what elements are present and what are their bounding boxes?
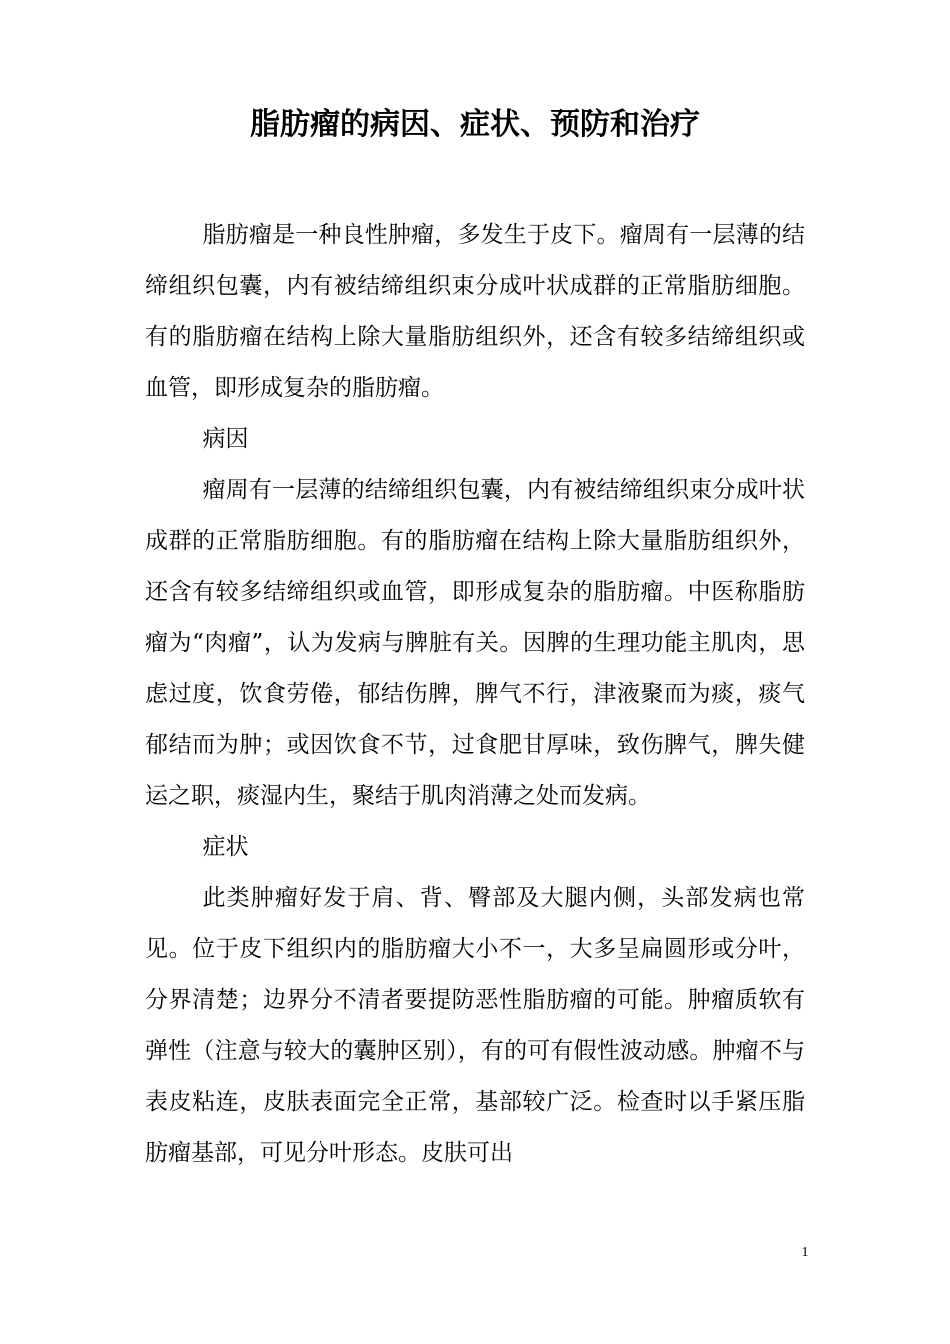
document-title: 脂肪瘤的病因、症状、预防和治疗 (250, 107, 700, 142)
cause-paragraph: 瘤周有一层薄的结缔组织包囊，内有被结缔组织束分成叶状成群的正常脂肪细胞。有的脂肪瘤在结构上除大量脂肪组织外，还含有较多结缔组织或血管，即形成复杂的脂肪瘤。中医称脂肪瘤为“肉瘤”，认为发病与脾脏有关。因脾的生理功能主肌肉，思虑过度，饮食劳倦，郁结伤脾，脾气不行，津液聚而为痰，痰气郁结而为肿；或因饮食不节，过食肥甘厚味，致伤脾气，脾失健运之职，痰湿内生，聚结于肌肉消薄之处而发病。 (145, 477, 805, 809)
symptoms-paragraph: 此类肿瘤好发于肩、背、臀部及大腿内侧，头部发病也常见。位于皮下组织内的脂肪瘤大小不一，大多呈扁圆形或分叶，分界清楚；边界分不清者要提防恶性脂肪瘤的可能。肿瘤质软有弹性（注意与较大的囊肿区别），有的可有假性波动感。肿瘤不与表皮粘连，皮肤表面完全正常，基部较广泛。检查时以手紧压脂肪瘤基部，可见分叶形态。皮肤可出 (145, 885, 805, 1166)
section-heading-symptoms: 症状 (202, 834, 249, 860)
intro-paragraph: 脂肪瘤是一种良性肿瘤，多发生于皮下。瘤周有一层薄的结缔组织包囊，内有被结缔组织束分成叶状成群的正常脂肪细胞。有的脂肪瘤在结构上除大量脂肪组织外，还含有较多结缔组织或血管，即形成复杂的脂肪瘤。 (145, 222, 805, 401)
document-body (145, 210, 805, 1179)
page-number: 1 (801, 1245, 809, 1260)
section-heading-cause: 病因 (202, 426, 249, 452)
